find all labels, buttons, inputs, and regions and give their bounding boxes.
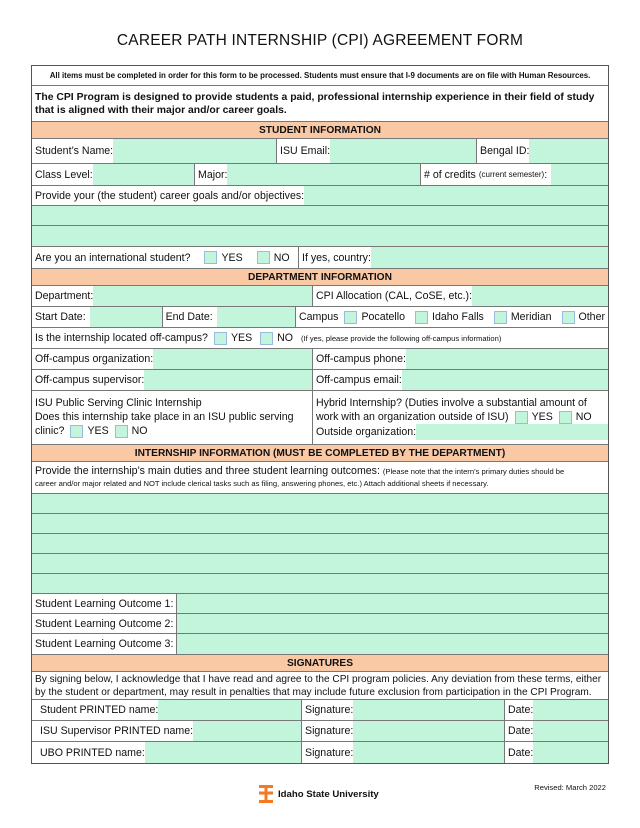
campus-label: Campus xyxy=(298,311,339,323)
offcampus-email-cell xyxy=(313,370,608,390)
student-name-field[interactable] xyxy=(113,139,276,163)
supervisor-printed-name-field[interactable] xyxy=(193,721,301,741)
offcampus-org-label: Off-campus organization: xyxy=(35,353,154,365)
clinic-no-checkbox[interactable] xyxy=(115,425,128,438)
clinic-no-label: NO xyxy=(131,425,148,437)
goals-row xyxy=(32,186,608,206)
outcome-1-label: Student Learning Outcome 1: xyxy=(32,594,177,613)
campus-idaho-falls-label: Idaho Falls xyxy=(432,311,484,323)
student-header-row xyxy=(32,122,608,139)
goals-cell xyxy=(32,186,608,205)
campus-meridian-checkbox[interactable] xyxy=(494,311,507,324)
program-row xyxy=(32,86,608,122)
offcampus-phone-label: Off-campus phone: xyxy=(316,353,406,365)
outcome-3-field[interactable] xyxy=(177,634,608,654)
offcampus-supervisor-field[interactable] xyxy=(144,370,312,390)
student-name-label: Student’s Name: xyxy=(35,145,114,157)
clinic-title: ISU Public Serving Clinic Internship xyxy=(35,397,202,409)
outcome-2-label: Student Learning Outcome 2: xyxy=(32,614,177,633)
campus-other-label: Other xyxy=(578,311,605,323)
clinic-question: Does this internship take place in an ISU public serving xyxy=(35,411,294,423)
ubo-signature-label: Signature: xyxy=(305,746,354,759)
isu-logo-icon xyxy=(258,783,274,805)
international-no-checkbox[interactable] xyxy=(257,251,270,264)
country-cell xyxy=(299,247,608,268)
offcampus-phone-field[interactable] xyxy=(406,349,608,369)
ubo-date-label: Date: xyxy=(508,746,534,759)
duties-field-2[interactable] xyxy=(32,514,608,534)
campus-idaho-falls-checkbox[interactable] xyxy=(415,311,428,324)
duties-row xyxy=(32,462,608,494)
agreement-form xyxy=(31,65,609,764)
student-signature-label: Signature: xyxy=(305,704,354,716)
start-date-field[interactable] xyxy=(90,307,162,327)
ubo-signature-field[interactable] xyxy=(353,742,504,763)
class-level-cell xyxy=(32,164,195,185)
offcampus-org-field[interactable] xyxy=(153,349,312,369)
goals-field-1[interactable] xyxy=(304,186,608,205)
credits-note: (current semester) xyxy=(478,170,545,179)
international-cell xyxy=(32,247,299,268)
duties-cell xyxy=(32,462,567,493)
student-date-label: Date: xyxy=(508,704,534,716)
signature-row xyxy=(32,742,608,763)
international-label: Are you an international student? xyxy=(35,251,191,264)
department-section-header: DEPARTMENT INFORMATION xyxy=(32,269,608,285)
campus-cell xyxy=(296,307,608,327)
offcampus-question-row xyxy=(32,328,608,349)
campus-pocatello-label: Pocatello xyxy=(361,311,406,323)
offcampus-no-checkbox[interactable] xyxy=(260,332,273,345)
duties-label: Provide the internship’s main duties and three student learning outcomes: xyxy=(35,465,380,477)
duties-note-continued: career and/or major related and NOT include clerical tasks such as filing, answering phones, etc.) Attach additional sheets if necessary. xyxy=(35,479,489,488)
class-level-label: Class Level: xyxy=(35,168,93,181)
hybrid-question-end: work with an organization outside of ISU) xyxy=(316,411,509,423)
outcome-2-field[interactable] xyxy=(177,614,608,633)
credits-label: # of credits xyxy=(424,168,476,181)
class-level-field[interactable] xyxy=(93,164,194,185)
clinic-yes-label: YES xyxy=(87,425,109,437)
offcampus-question-label: Is the internship located off-campus? xyxy=(35,332,208,344)
goals-field-2[interactable] xyxy=(32,206,608,226)
offcampus-note: (If yes, please provide the following off-campus information) xyxy=(301,333,502,343)
student-name-row xyxy=(32,139,608,164)
major-label: Major: xyxy=(198,168,228,181)
signatures-section-header: SIGNATURES xyxy=(32,655,608,671)
department-cell xyxy=(32,286,313,306)
duties-field-5[interactable] xyxy=(32,574,608,594)
credits-cell xyxy=(421,164,608,185)
outcome-row xyxy=(32,594,608,614)
hybrid-question: Hybrid Internship? (Duties involve a substantial amount of xyxy=(316,397,587,409)
student-date-field[interactable] xyxy=(533,700,608,720)
offcampus-email-field[interactable] xyxy=(402,370,608,390)
outcome-row xyxy=(32,614,608,634)
credits-colon: : xyxy=(544,168,548,181)
goals-field-3[interactable] xyxy=(32,226,608,247)
bengal-id-cell xyxy=(477,139,608,163)
university-name: Idaho State University xyxy=(278,788,379,800)
supervisor-printed-name-label: ISU Supervisor PRINTED name: xyxy=(40,725,194,737)
clinic-yes-checkbox[interactable] xyxy=(70,425,83,438)
notice-text: All items must be completed in order for this form to be processed. Students must ensure that I-9 documents are on file with Human Resources. xyxy=(49,71,591,80)
end-date-cell xyxy=(163,307,296,327)
goals-label: Provide your (the student) career goals and/or objectives: xyxy=(35,189,305,202)
statement-row xyxy=(32,672,608,700)
department-row xyxy=(32,286,608,307)
duties-field-1[interactable] xyxy=(32,494,608,514)
campus-pocatello-checkbox[interactable] xyxy=(344,311,357,324)
international-row xyxy=(32,247,608,269)
department-label: Department: xyxy=(35,290,94,302)
outside-org-label: Outside organization: xyxy=(316,426,417,438)
campus-meridian-label: Meridian xyxy=(510,311,552,323)
bengal-id-field[interactable] xyxy=(529,139,608,163)
supervisor-signature-field[interactable] xyxy=(353,721,504,741)
outside-org-field[interactable] xyxy=(416,424,608,440)
start-date-label: Start Date: xyxy=(35,311,86,323)
hybrid-yes-checkbox[interactable] xyxy=(515,411,528,424)
supervisor-date-label: Date: xyxy=(508,725,534,737)
credits-field[interactable] xyxy=(551,164,608,185)
start-date-cell xyxy=(32,307,163,327)
revision-date: Revised: March 2022 xyxy=(534,783,606,792)
hybrid-no-checkbox[interactable] xyxy=(559,411,572,424)
department-field[interactable] xyxy=(93,286,312,306)
supervisor-date-field[interactable] xyxy=(533,721,608,741)
isu-email-cell xyxy=(277,139,477,163)
offcampus-supervisor-label: Off-campus supervisor: xyxy=(35,374,145,386)
form-title: CAREER PATH INTERNSHIP (CPI) AGREEMENT FORM xyxy=(116,32,524,49)
ubo-printed-name-label: UBO PRINTED name: xyxy=(40,746,145,759)
university-logo xyxy=(258,783,379,805)
offcampus-yes-checkbox[interactable] xyxy=(214,332,227,345)
internship-header-row xyxy=(32,445,608,462)
signature-row xyxy=(32,721,608,742)
major-field[interactable] xyxy=(227,164,420,185)
program-description: The CPI Program is designed to provide students a paid, professional internship experience in their field of study that is aligned with their major and/or career goals. xyxy=(35,91,595,116)
allocation-label: CPI Allocation (CAL, CoSE, etc.): xyxy=(316,290,473,302)
international-no-label: NO xyxy=(273,251,290,264)
international-yes-label: YES xyxy=(221,251,243,264)
signatures-statement: By signing below, I acknowledge that I have read and agree to the CPI program policies. Any deviation from these terms, either by the student or department, may result in penalties that may include future exclusion from participation in the CPI Program. xyxy=(35,674,602,698)
outcome-row xyxy=(32,634,608,655)
isu-email-label: ISU Email: xyxy=(280,145,331,157)
offcampus-no-label: NO xyxy=(277,332,294,344)
allocation-field[interactable] xyxy=(472,286,608,306)
duties-field-3[interactable] xyxy=(32,534,608,554)
department-header-row xyxy=(32,269,608,286)
offcampus-phone-cell xyxy=(313,349,608,369)
student-printed-name-field[interactable] xyxy=(158,700,301,720)
offcampus-question-cell xyxy=(32,328,608,348)
ubo-printed-name-field[interactable] xyxy=(145,742,301,763)
campus-other-checkbox[interactable] xyxy=(562,311,575,324)
offcampus-org-cell xyxy=(32,349,313,369)
major-cell xyxy=(195,164,421,185)
hybrid-yes-label: YES xyxy=(531,411,553,423)
student-name-cell xyxy=(32,139,277,163)
student-signature-field[interactable] xyxy=(353,700,504,720)
country-field[interactable] xyxy=(371,247,608,268)
country-label: If yes, country: xyxy=(302,251,371,264)
clinic-cell xyxy=(32,391,313,444)
allocation-cell xyxy=(313,286,608,306)
duties-field-4[interactable] xyxy=(32,554,608,574)
clinic-question-end: clinic? xyxy=(35,425,65,437)
supervisor-signature-label: Signature: xyxy=(305,725,354,737)
end-date-label: End Date: xyxy=(165,311,213,323)
student-printed-name-label: Student PRINTED name: xyxy=(40,704,159,716)
class-row xyxy=(32,164,608,186)
clinic-hybrid-row xyxy=(32,391,608,445)
bengal-id-label: Bengal ID: xyxy=(480,145,530,157)
outcome-3-label: Student Learning Outcome 3: xyxy=(32,634,177,654)
dates-row xyxy=(32,307,608,328)
hybrid-no-label: NO xyxy=(575,411,592,423)
offcampus-yes-label: YES xyxy=(230,332,253,344)
offcampus-supervisor-cell xyxy=(32,370,313,390)
ubo-date-field[interactable] xyxy=(533,742,608,763)
notice-row xyxy=(32,66,608,86)
offcampus-supervisor-row xyxy=(32,370,608,391)
end-date-field[interactable] xyxy=(217,307,295,327)
hybrid-cell xyxy=(313,391,608,444)
international-yes-checkbox[interactable] xyxy=(204,251,217,264)
student-section-header: STUDENT INFORMATION xyxy=(32,122,608,138)
outcome-1-field[interactable] xyxy=(177,594,608,613)
internship-section-header: INTERNSHIP INFORMATION (MUST BE COMPLETED BY THE DEPARTMENT) xyxy=(32,445,608,461)
signature-row xyxy=(32,700,608,721)
offcampus-email-label: Off-campus email: xyxy=(316,374,402,386)
duties-note: (Please note that the intern’s primary duties should be xyxy=(382,467,565,476)
offcampus-org-row xyxy=(32,349,608,370)
isu-email-field[interactable] xyxy=(330,139,476,163)
signatures-header-row xyxy=(32,655,608,672)
